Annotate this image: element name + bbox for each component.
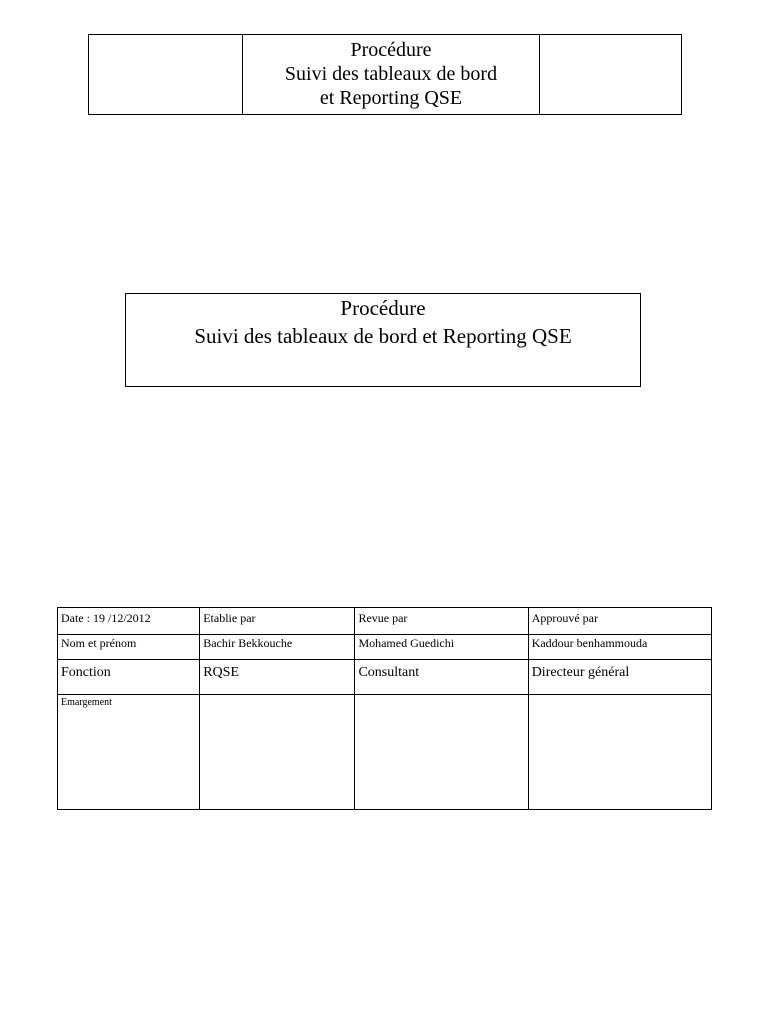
established-by-name: Bachir Bekkouche: [200, 635, 355, 660]
table-row: [58, 695, 712, 810]
established-by-header: Etablie par: [200, 608, 355, 635]
approved-by-function: Directeur général: [528, 660, 711, 695]
reviewed-by-name: Mohamed Guedichi: [355, 635, 528, 660]
signature-label: Emargement: [58, 695, 200, 810]
table-row: [58, 608, 712, 635]
header-title-line2: Suivi des tableaux de bord: [284, 63, 498, 85]
header-title-line3: et Reporting QSE: [319, 87, 463, 109]
approved-by-name: Kaddour benhammouda: [528, 635, 711, 660]
table-row: [58, 635, 712, 660]
document-header: [88, 34, 682, 115]
title-line2: Suivi des tableaux de bord et Reporting QSE: [194, 324, 572, 348]
approval-table: [57, 607, 712, 810]
reviewed-by-header: Revue par: [355, 608, 528, 635]
header-logo-cell: [89, 35, 243, 115]
function-label: Fonction: [58, 660, 200, 695]
header-title-cell: [243, 35, 540, 115]
approved-by-signature: [528, 695, 711, 810]
reviewed-by-function: Consultant: [355, 660, 528, 695]
reviewed-by-signature: [355, 695, 528, 810]
header-title-line1: Procédure: [350, 39, 432, 61]
established-by-function: RQSE: [200, 660, 355, 695]
approved-by-header: Approuvé par: [528, 608, 711, 635]
established-by-signature: [200, 695, 355, 810]
document-title-box: [125, 293, 641, 387]
header-reference-cell: [540, 35, 682, 115]
name-label: Nom et prénom: [58, 635, 200, 660]
table-row: [58, 660, 712, 695]
title-line1: Procédure: [340, 296, 426, 320]
date-cell: Date : 19 /12/2012: [58, 608, 200, 635]
